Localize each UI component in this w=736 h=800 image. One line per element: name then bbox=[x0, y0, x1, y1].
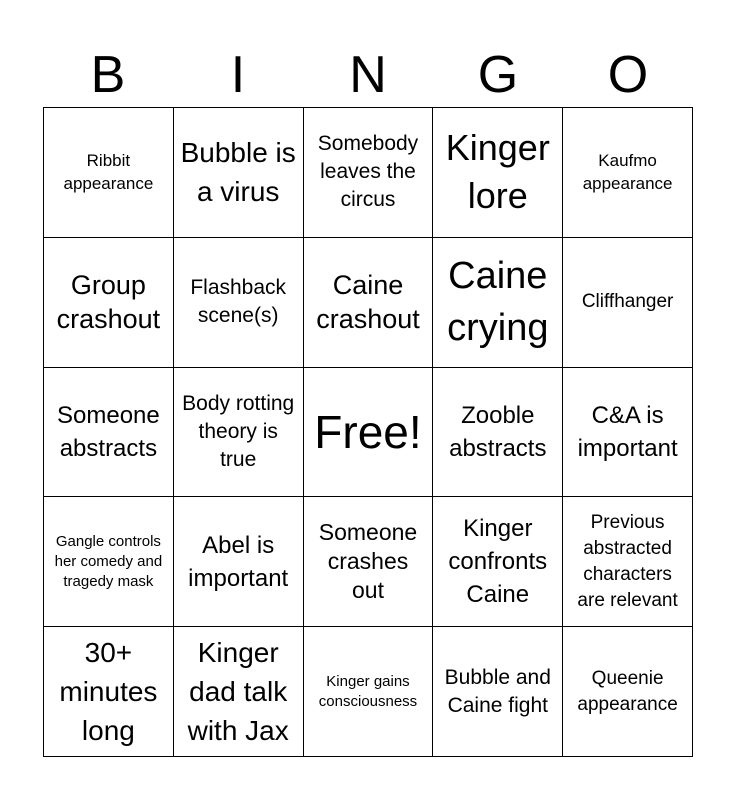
cell-text: Abel is important bbox=[188, 531, 289, 592]
header-letter-g: G bbox=[477, 46, 519, 104]
bingo-header bbox=[43, 44, 693, 106]
cell-text: Kaufmo appearance bbox=[582, 151, 673, 194]
bingo-cell[interactable] bbox=[44, 627, 174, 757]
bingo-cell[interactable] bbox=[563, 108, 693, 238]
bingo-cell[interactable] bbox=[563, 368, 693, 498]
bingo-cell[interactable] bbox=[433, 238, 563, 368]
header-letter-o: O bbox=[607, 46, 649, 104]
cell-text: Someone crashes out bbox=[318, 519, 418, 604]
bingo-cell[interactable] bbox=[304, 497, 434, 627]
cell-text: Flashback scene(s) bbox=[190, 276, 287, 328]
bingo-cell[interactable] bbox=[433, 368, 563, 498]
cell-text: Bubble and Caine fight bbox=[444, 665, 551, 717]
cell-text: Someone abstracts bbox=[57, 401, 160, 462]
cell-text: Queenie appearance bbox=[577, 667, 678, 715]
cell-text: Caine crying bbox=[447, 255, 549, 350]
cell-text: C&A is important bbox=[577, 401, 678, 462]
cell-text: Caine crashout bbox=[316, 270, 420, 335]
cell-text: Kinger confronts Caine bbox=[448, 515, 548, 609]
cell-text: Kinger gains consciousness bbox=[318, 672, 418, 710]
bingo-cell[interactable] bbox=[304, 627, 434, 757]
cell-text: Somebody leaves the circus bbox=[317, 132, 419, 212]
free-space-text: Free! bbox=[314, 405, 422, 458]
bingo-cell[interactable] bbox=[44, 497, 174, 627]
bingo-cell[interactable] bbox=[44, 368, 174, 498]
bingo-cell[interactable] bbox=[174, 238, 304, 368]
bingo-cell[interactable] bbox=[174, 108, 304, 238]
cell-text: Body rotting theory is true bbox=[182, 391, 295, 471]
bingo-cell[interactable] bbox=[433, 497, 563, 627]
bingo-cell[interactable] bbox=[174, 627, 304, 757]
cell-text: Ribbit appearance bbox=[63, 151, 154, 194]
bingo-cell[interactable] bbox=[44, 108, 174, 238]
cell-text: Kinger lore bbox=[445, 127, 550, 217]
bingo-cell[interactable] bbox=[563, 627, 693, 757]
cell-text: Zooble abstracts bbox=[449, 401, 547, 462]
bingo-cell[interactable] bbox=[304, 108, 434, 238]
header-letter-n: N bbox=[349, 46, 387, 104]
bingo-cell[interactable] bbox=[433, 627, 563, 757]
bingo-cell[interactable] bbox=[174, 497, 304, 627]
cell-text: Group crashout bbox=[56, 270, 161, 335]
header-letter-b: B bbox=[90, 46, 126, 104]
bingo-cell[interactable] bbox=[433, 108, 563, 238]
cell-text: Previous abstracted characters are relevant bbox=[577, 511, 678, 611]
bingo-card-grid bbox=[43, 107, 693, 757]
cell-text: Bubble is a virus bbox=[180, 137, 296, 208]
cell-text: Cliffhanger bbox=[581, 291, 674, 313]
bingo-cell[interactable] bbox=[44, 238, 174, 368]
cell-text: 30+ minutes long bbox=[59, 637, 158, 747]
header-letter-i: I bbox=[230, 46, 246, 104]
bingo-cell[interactable] bbox=[563, 238, 693, 368]
bingo-cell-free[interactable] bbox=[304, 368, 434, 498]
bingo-cell[interactable] bbox=[304, 238, 434, 368]
bingo-cell[interactable] bbox=[563, 497, 693, 627]
cell-text: Gangle controls her comedy and tragedy mask bbox=[54, 532, 163, 590]
bingo-cell[interactable] bbox=[174, 368, 304, 498]
cell-text: Kinger dad talk with Jax bbox=[187, 637, 289, 747]
